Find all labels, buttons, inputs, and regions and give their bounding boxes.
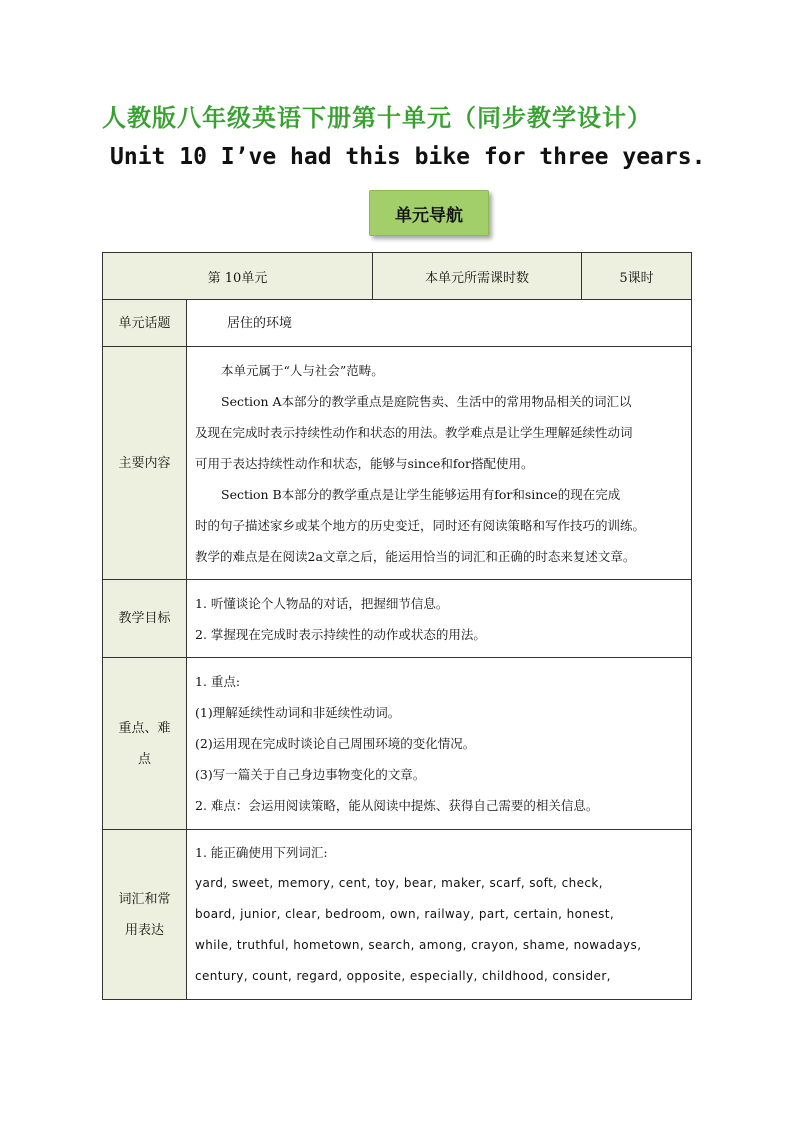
main-content-row — [103, 347, 692, 580]
topic-text: 居住的环境 — [227, 315, 293, 331]
main-content-line: Section B本部分的教学重点是让学生能够运用有for和since的现在完成 — [221, 486, 621, 502]
unit-number-cell: 第 10单元 — [103, 253, 373, 300]
hours-value-cell: 5课时 — [582, 253, 692, 300]
key-points-row — [103, 658, 692, 830]
unit-navigation-button[interactable]: 单元导航 — [369, 190, 489, 236]
key-points-label-line2: 点 — [137, 751, 151, 767]
document-title-en: Unit 10 I’ve had this bike for three years. — [110, 144, 706, 170]
topic-value — [187, 300, 692, 347]
hours-label-cell: 本单元所需课时数 — [373, 253, 582, 300]
main-content-line: 及现在完成时表示持续性动作和状态的用法。教学难点是让学生理解延续性动词 — [195, 424, 633, 440]
main-content-line: 本单元属于“人与社会”范畴。 — [221, 362, 384, 378]
vocab-text — [187, 830, 692, 1000]
key-point-item: (2)运用现在完成时谈论自己周围环境的变化情况。 — [195, 736, 476, 751]
goals-text — [187, 580, 692, 658]
goal-item: 2. 掌握现在完成时表示持续性的动作或状态的用法。 — [195, 626, 486, 642]
key-point-item: 2. 难点：会运用阅读策略，能从阅读中提炼、获得自己需要的相关信息。 — [195, 798, 599, 813]
unit-plan-table — [102, 252, 692, 1000]
vocab-intro: 1. 能正确使用下列词汇: — [195, 845, 328, 860]
table-header-row — [103, 253, 692, 300]
topic-label: 单元话题 — [103, 300, 187, 347]
topic-row — [103, 300, 692, 347]
key-point-item: (3)写一篇关于自己身边事物变化的文章。 — [195, 767, 426, 782]
vocab-line: century, count, regard, opposite, especially, childhood, consider, — [195, 969, 611, 983]
main-content-line: 可用于表达持续性动作和状态，能够与since和for搭配使用。 — [195, 455, 534, 471]
main-content-label: 主要内容 — [103, 347, 187, 580]
vocab-label — [103, 830, 187, 1000]
main-content-line: Section A本部分的教学重点是庭院售卖、生活中的常用物品相关的词汇以 — [221, 393, 632, 409]
key-points-label-line1: 重点、难 — [118, 720, 171, 736]
goals-label: 教学目标 — [103, 580, 187, 658]
vocab-label-line2: 用表达 — [124, 922, 164, 938]
key-point-item: 1. 重点: — [195, 674, 241, 689]
vocab-line: board, junior, clear, bedroom, own, railway, part, certain, honest, — [195, 907, 615, 921]
document-title-cn: 人教版八年级英语下册第十单元（同步教学设计） — [102, 104, 652, 132]
key-points-label — [103, 658, 187, 830]
vocab-row — [103, 830, 692, 1000]
vocab-line: while, truthful, hometown, search, among, crayon, shame, nowadays, — [195, 938, 642, 952]
key-point-item: (1)理解延续性动词和非延续性动词。 — [195, 705, 401, 720]
key-points-text — [187, 658, 692, 830]
goal-item: 1. 听懂谈论个人物品的对话，把握细节信息。 — [195, 595, 449, 611]
main-content-text — [187, 347, 692, 580]
main-content-line: 时的句子描述家乡或某个地方的历史变迁，同时还有阅读策略和写作技巧的训练。 — [195, 517, 646, 533]
main-content-line: 教学的难点是在阅读2a文章之后，能运用恰当的词汇和正确的时态来复述文章。 — [195, 548, 636, 564]
vocab-label-line1: 词汇和常 — [118, 891, 171, 907]
vocab-line: yard, sweet, memory, cent, toy, bear, maker, scarf, soft, check, — [195, 876, 603, 890]
goals-row — [103, 580, 692, 658]
